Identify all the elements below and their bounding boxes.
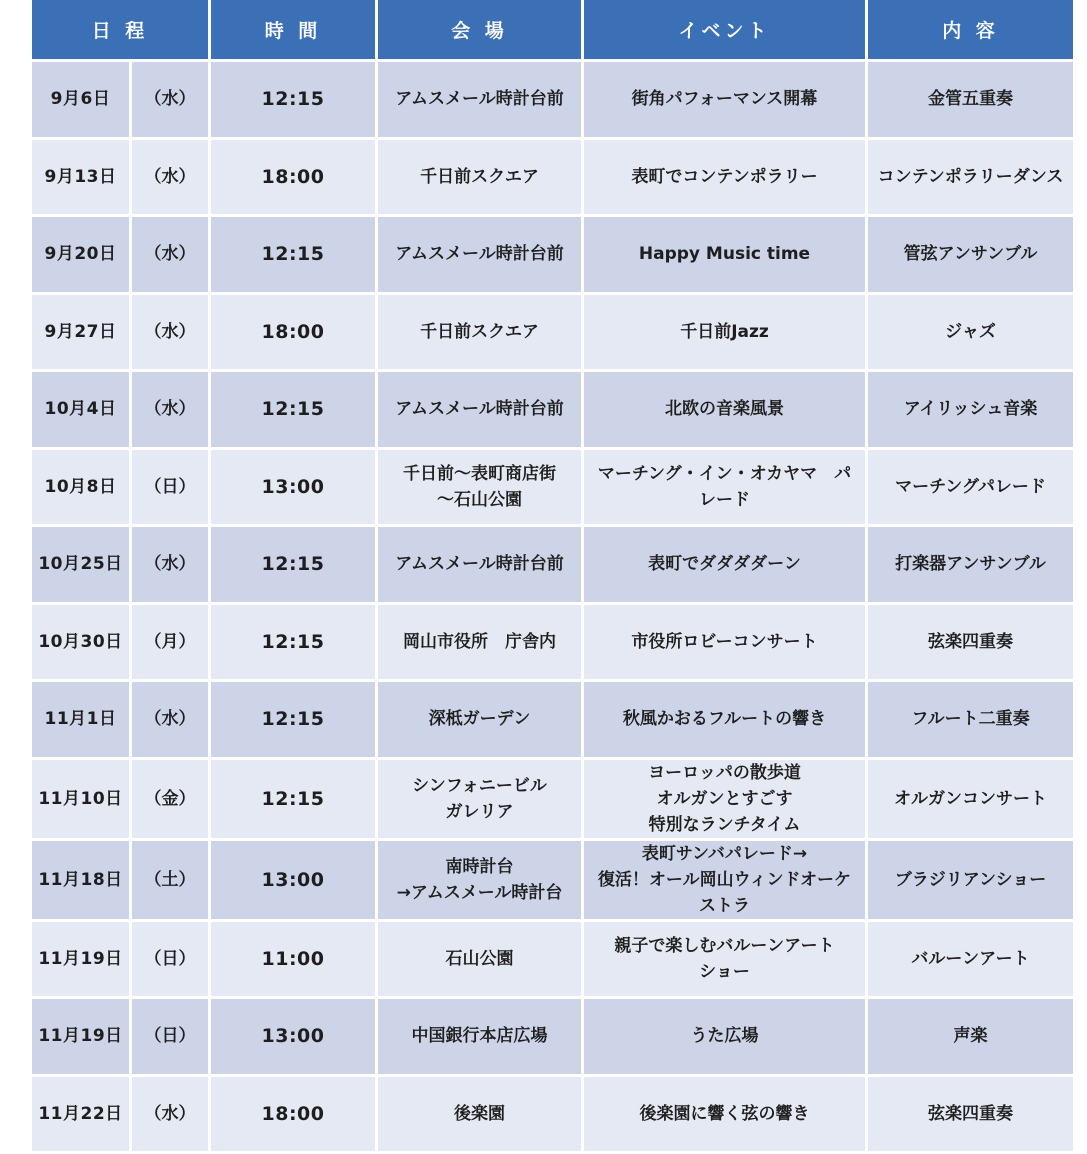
content-cell: 声楽 [868, 999, 1073, 1074]
content-cell: バルーンアート [868, 922, 1073, 997]
date-cell: 11月19日 [32, 922, 129, 997]
venue-cell: 中国銀行本店広場 [378, 999, 581, 1074]
table-row [32, 450, 1073, 525]
weekday-cell: （水） [132, 295, 208, 370]
weekday-cell: （日） [132, 450, 208, 525]
venue-cell: 南時計台 →アムスメール時計台 [378, 841, 581, 919]
weekday-cell: （水） [132, 62, 208, 137]
header-event: イベント [584, 0, 865, 59]
date-cell: 9月13日 [32, 140, 129, 215]
table-row [32, 841, 1073, 919]
header-time: 時 間 [211, 0, 375, 59]
time-cell: 13:00 [211, 999, 375, 1074]
header-content: 内 容 [868, 0, 1073, 59]
date-cell: 9月20日 [32, 217, 129, 292]
weekday-cell: （水） [132, 217, 208, 292]
event-cell: 表町でコンテンポラリー [584, 140, 865, 215]
event-cell: ヨーロッパの散歩道 オルガンとすごす 特別なランチタイム [584, 760, 865, 838]
header-date: 日 程 [32, 0, 208, 59]
weekday-cell: （日） [132, 922, 208, 997]
content-cell: アイリッシュ音楽 [868, 372, 1073, 447]
venue-cell: 後楽園 [378, 1077, 581, 1152]
date-cell: 11月1日 [32, 682, 129, 757]
schedule-container [32, 0, 1064, 1154]
table-row [32, 682, 1073, 757]
event-cell: 千日前Jazz [584, 295, 865, 370]
time-cell: 12:15 [211, 760, 375, 838]
table-row [32, 760, 1073, 838]
weekday-cell: （水） [132, 682, 208, 757]
table-row [32, 62, 1073, 137]
date-cell: 11月10日 [32, 760, 129, 838]
weekday-cell: （土） [132, 841, 208, 919]
table-row [32, 295, 1073, 370]
content-cell: 管弦アンサンブル [868, 217, 1073, 292]
content-cell: ジャズ [868, 295, 1073, 370]
time-cell: 12:15 [211, 62, 375, 137]
time-cell: 12:15 [211, 682, 375, 757]
date-cell: 11月19日 [32, 999, 129, 1074]
date-cell: 10月25日 [32, 527, 129, 602]
table-header [32, 0, 1073, 59]
weekday-cell: （水） [132, 140, 208, 215]
time-cell: 12:15 [211, 217, 375, 292]
table-body [32, 62, 1073, 1151]
venue-cell: アムスメール時計台前 [378, 372, 581, 447]
table-row [32, 140, 1073, 215]
table-row [32, 1077, 1073, 1152]
date-cell: 10月4日 [32, 372, 129, 447]
date-cell: 11月18日 [32, 841, 129, 919]
weekday-cell: （月） [132, 605, 208, 680]
weekday-cell: （水） [132, 372, 208, 447]
content-cell: 弦楽四重奏 [868, 605, 1073, 680]
schedule-table [29, 0, 1076, 1154]
venue-cell: アムスメール時計台前 [378, 217, 581, 292]
venue-cell: 石山公園 [378, 922, 581, 997]
table-row [32, 999, 1073, 1074]
time-cell: 13:00 [211, 450, 375, 525]
time-cell: 18:00 [211, 1077, 375, 1152]
event-cell: 街角パフォーマンス開幕 [584, 62, 865, 137]
time-cell: 12:15 [211, 527, 375, 602]
event-cell: 後楽園に響く弦の響き [584, 1077, 865, 1152]
weekday-cell: （水） [132, 1077, 208, 1152]
venue-cell: アムスメール時計台前 [378, 527, 581, 602]
weekday-cell: （水） [132, 527, 208, 602]
venue-cell: アムスメール時計台前 [378, 62, 581, 137]
event-cell: 親子で楽しむバルーンアート ショー [584, 922, 865, 997]
weekday-cell: （日） [132, 999, 208, 1074]
date-cell: 11月22日 [32, 1077, 129, 1152]
content-cell: 金管五重奏 [868, 62, 1073, 137]
time-cell: 18:00 [211, 140, 375, 215]
content-cell: 弦楽四重奏 [868, 1077, 1073, 1152]
venue-cell: 深柢ガーデン [378, 682, 581, 757]
table-row [32, 527, 1073, 602]
venue-cell: 千日前〜表町商店街 〜石山公園 [378, 450, 581, 525]
event-cell: 北欧の音楽風景 [584, 372, 865, 447]
venue-cell: 岡山市役所 庁舎内 [378, 605, 581, 680]
event-cell: 市役所ロビーコンサート [584, 605, 865, 680]
time-cell: 12:15 [211, 605, 375, 680]
time-cell: 18:00 [211, 295, 375, 370]
time-cell: 12:15 [211, 372, 375, 447]
event-cell: Happy Music time [584, 217, 865, 292]
header-venue: 会 場 [378, 0, 581, 59]
date-cell: 9月27日 [32, 295, 129, 370]
venue-cell: 千日前スクエア [378, 295, 581, 370]
content-cell: オルガンコンサート [868, 760, 1073, 838]
content-cell: フルート二重奏 [868, 682, 1073, 757]
event-cell: 秋風かおるフルートの響き [584, 682, 865, 757]
venue-cell: シンフォニービル ガレリア [378, 760, 581, 838]
time-cell: 13:00 [211, 841, 375, 919]
content-cell: ブラジリアンショー [868, 841, 1073, 919]
table-row [32, 922, 1073, 997]
date-cell: 10月8日 [32, 450, 129, 525]
date-cell: 9月6日 [32, 62, 129, 137]
event-cell: マーチング・イン・オカヤマ パ レード [584, 450, 865, 525]
table-row [32, 605, 1073, 680]
content-cell: コンテンポラリーダンス [868, 140, 1073, 215]
event-cell: 表町サンバパレード→ 復活！オール岡山ウィンドオーケ ストラ [584, 841, 865, 919]
weekday-cell: （金） [132, 760, 208, 838]
event-cell: うた広場 [584, 999, 865, 1074]
table-row [32, 217, 1073, 292]
content-cell: 打楽器アンサンブル [868, 527, 1073, 602]
date-cell: 10月30日 [32, 605, 129, 680]
venue-cell: 千日前スクエア [378, 140, 581, 215]
table-row [32, 372, 1073, 447]
content-cell: マーチングパレード [868, 450, 1073, 525]
time-cell: 11:00 [211, 922, 375, 997]
event-cell: 表町でダダダダーン [584, 527, 865, 602]
